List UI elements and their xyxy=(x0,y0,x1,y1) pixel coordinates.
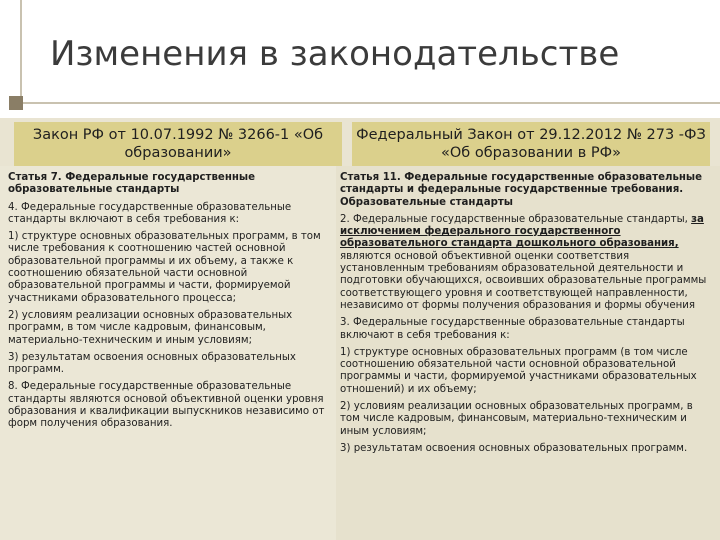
right-paragraph: 2) условиям реализации основных образовательных программ, в том числе кадровым, финансовым, материально-техническим и иным условиям; xyxy=(340,401,693,437)
right-article-heading: Статья 11. Федеральные государственные образовательные стандарты и федеральные государственные требования. Образовательные стандарты xyxy=(340,172,703,208)
right-paragraph: 3) результатам освоения основных образовательных программ. xyxy=(340,442,688,454)
left-paragraph: 8. Федеральные государственные образовательные стандарты являются основой объективной оценки уровня образования и квалификации выпускников независимо от форм получения образования. xyxy=(8,381,325,430)
frame-horizontal-line xyxy=(20,102,720,104)
right-paragraph: 1) структуре основных образовательных программ (в том числе соотношению обязательной части основной образовательной программы и части, формируемой участниками образовательных отношений) и их объему; xyxy=(340,346,697,395)
left-paragraph: 2) условиям реализации основных образовательных программ, в том числе кадровым, финансовым, материально-техническим и иным условиям; xyxy=(8,309,293,346)
frame-vertical-line xyxy=(20,0,22,104)
left-paragraph: 4. Федеральные государственные образовательные стандарты включают в себя требования к: xyxy=(8,201,292,225)
right-paragraph-rest: являются основой объективной оценки соответствия установленным требованиям образовательной деятельности и подготовки обучающихся, освоивших образовательные программы соответствующего уровня и соответствующей направленности, независимо от формы получения образования и формы обучения xyxy=(340,250,707,311)
left-article-heading: Статья 7. Федеральные государственные образовательные стандарты xyxy=(8,172,256,196)
left-paragraph: 1) структуре основных образовательных программ, в том числе требования к соотношению частей основной образовательной программы и их объему, а также к соотношению обязательной части основной образовательной программы и части, формируемой участниками образовательного процесса; xyxy=(8,231,321,304)
right-paragraph-start: 2. Федеральные государственные образовательные стандарты, xyxy=(340,213,692,225)
left-column-header: Закон РФ от 10.07.1992 № 3266-1 «Об образовании» xyxy=(14,122,342,166)
right-paragraph: 3. Федеральные государственные образовательные стандарты включают в себя требования к: xyxy=(340,317,685,341)
left-column-text xyxy=(8,172,326,436)
page-title: Изменения в законодательстве xyxy=(50,34,620,74)
left-paragraph: 3) результатам освоения основных образовательных программ. xyxy=(8,351,296,376)
corner-square-decoration xyxy=(9,96,23,110)
right-column-header: Федеральный Закон от 29.12.2012 № 273 -ФЗ «Об образовании в РФ» xyxy=(352,122,710,166)
right-column-text xyxy=(340,172,714,460)
right-paragraph-with-emphasis xyxy=(340,214,714,312)
right-underlined-exception: за исключением федерального государственного образовательного стандарта дошкольного образования, xyxy=(340,213,704,250)
